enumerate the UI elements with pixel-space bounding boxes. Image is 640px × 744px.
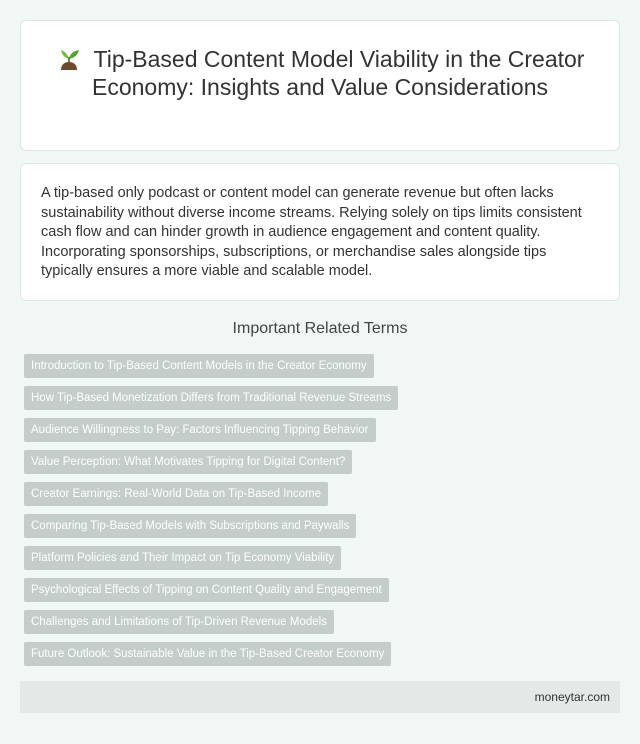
related-term-tag[interactable]: Psychological Effects of Tipping on Content Quality and Engagement — [24, 578, 389, 602]
page-title — [51, 45, 589, 101]
footer — [20, 681, 620, 713]
summary-card — [20, 163, 620, 301]
sprout-icon — [56, 46, 82, 70]
related-terms-list — [24, 354, 620, 674]
related-term-tag[interactable]: Platform Policies and Their Impact on Tip Economy Viability — [24, 546, 341, 570]
related-term-tag[interactable]: Audience Willingness to Pay: Factors Influencing Tipping Behavior — [24, 418, 376, 442]
title-card — [20, 20, 620, 151]
related-term-tag[interactable]: Comparing Tip-Based Models with Subscriptions and Paywalls — [24, 514, 356, 538]
related-term-tag[interactable]: How Tip-Based Monetization Differs from Traditional Revenue Streams — [24, 386, 398, 410]
related-terms-heading: Important Related Terms — [232, 320, 408, 337]
related-term-tag[interactable]: Introduction to Tip-Based Content Models in the Creator Economy — [24, 354, 374, 378]
page-title-text: Tip-Based Content Model Viability in the Creator Economy: Insights and Value Considerations — [91, 46, 585, 100]
related-term-tag[interactable]: Future Outlook: Sustainable Value in the Tip-Based Creator Economy — [24, 642, 391, 666]
related-term-tag[interactable]: Value Perception: What Motivates Tipping for Digital Content? — [24, 450, 352, 474]
related-term-tag[interactable]: Challenges and Limitations of Tip-Driven Revenue Models — [24, 610, 334, 634]
footer-site-link[interactable]: moneytar.com — [534, 690, 610, 704]
summary-text: A tip-based only podcast or content model can generate revenue but often lacks sustainability without diverse income streams. Relying solely on tips limits consistent cash flow and can hinder growth in audience engagement and content quality. Incorporating sponsorships, subscriptions, or merchandise sales alongside tips typically ensures a more viable and scalable model. — [41, 185, 582, 279]
related-term-tag[interactable]: Creator Earnings: Real-World Data on Tip-Based Income — [24, 482, 328, 506]
